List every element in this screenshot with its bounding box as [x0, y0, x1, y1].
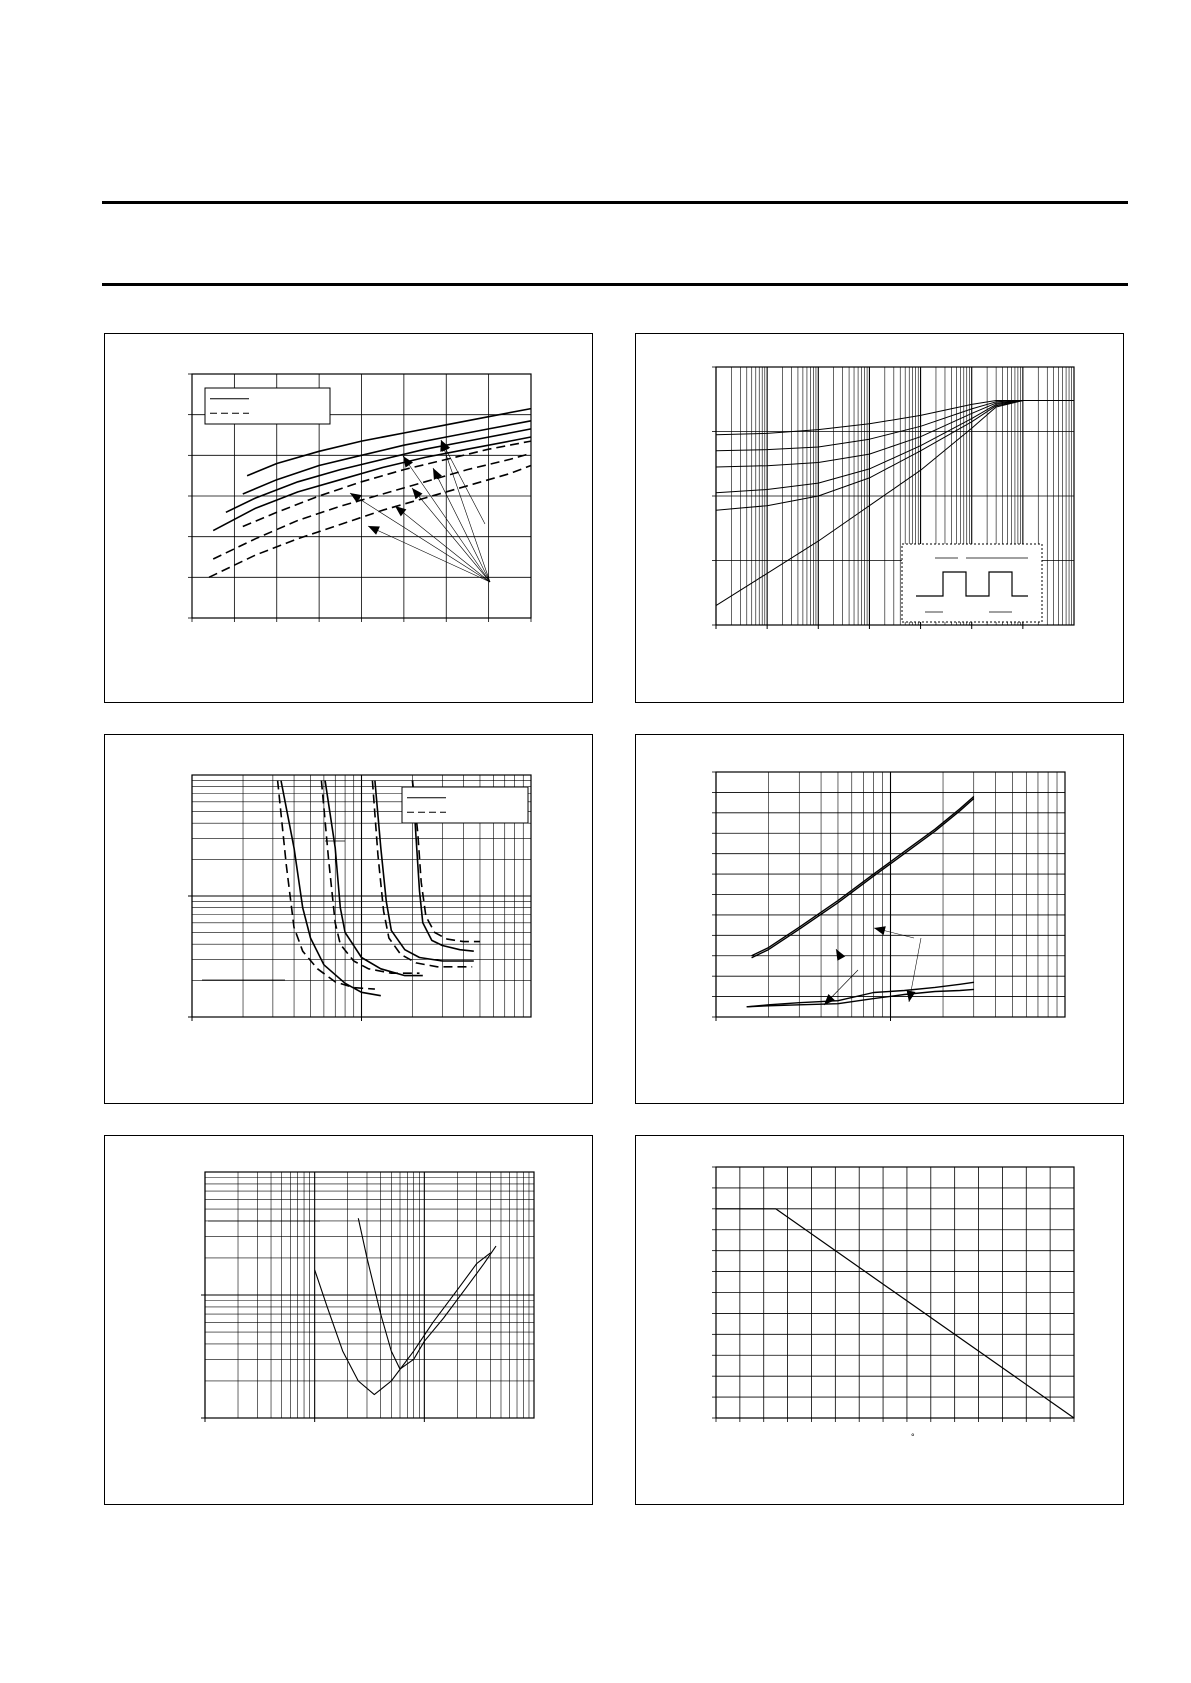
chart-a-annotation-leader: [412, 488, 490, 582]
panel-chart-a: [104, 333, 593, 703]
chart-a-annotation-arrowhead: [412, 488, 423, 499]
chart-a-annotation-arrowhead: [441, 440, 450, 452]
chart-a-annotation-leader: [433, 468, 490, 582]
chart-c-legend-box: [402, 787, 528, 823]
chart-e-plot: [105, 1136, 594, 1506]
chart-a-annotation-leader: [368, 526, 490, 582]
chart-a-annotation-leader: [395, 506, 490, 582]
chart-a-annotation-arrowhead: [395, 506, 406, 516]
panel-chart-d: [635, 734, 1124, 1104]
panel-chart-c: [104, 734, 593, 1104]
chart-a-legend-box: [205, 388, 330, 424]
chart-d-series-3: [747, 982, 974, 1007]
header-rule: [102, 283, 1128, 286]
chart-a-annotation-leader: [350, 493, 490, 582]
chart-a-annotation-leader: [441, 440, 490, 582]
top-rule: [102, 201, 1128, 204]
chart-f-xlabel: °: [911, 1432, 915, 1442]
chart-d-annotation-arrowhead: [874, 926, 886, 935]
panel-chart-e: [104, 1135, 593, 1505]
chart-f-plot: [636, 1136, 1125, 1506]
chart-c-series-1: [281, 781, 381, 996]
chart-e-series-1: [315, 1253, 491, 1395]
chart-a-annotation-arrowhead: [368, 526, 380, 535]
chart-a-series-5: [243, 441, 531, 526]
chart-d-plot: [636, 735, 1125, 1105]
chart-b-inset-box: [902, 544, 1042, 622]
chart-a-series-2: [243, 421, 531, 494]
chart-d-series-2: [752, 797, 974, 956]
chart-d-series-1: [752, 799, 974, 958]
chart-c-plot: [105, 735, 594, 1105]
panel-chart-f: [635, 1135, 1124, 1505]
chart-b-plot: [636, 334, 1125, 704]
chart-c-series-2: [278, 781, 375, 990]
chart-a-series-3: [226, 429, 531, 512]
chart-a-plot: [105, 334, 594, 704]
chart-e-series-2: [358, 1218, 496, 1369]
chart-d-annotation-arrowhead: [836, 949, 845, 961]
chart-a-annotation-arrowhead: [403, 456, 413, 468]
panel-chart-b: [635, 333, 1124, 703]
